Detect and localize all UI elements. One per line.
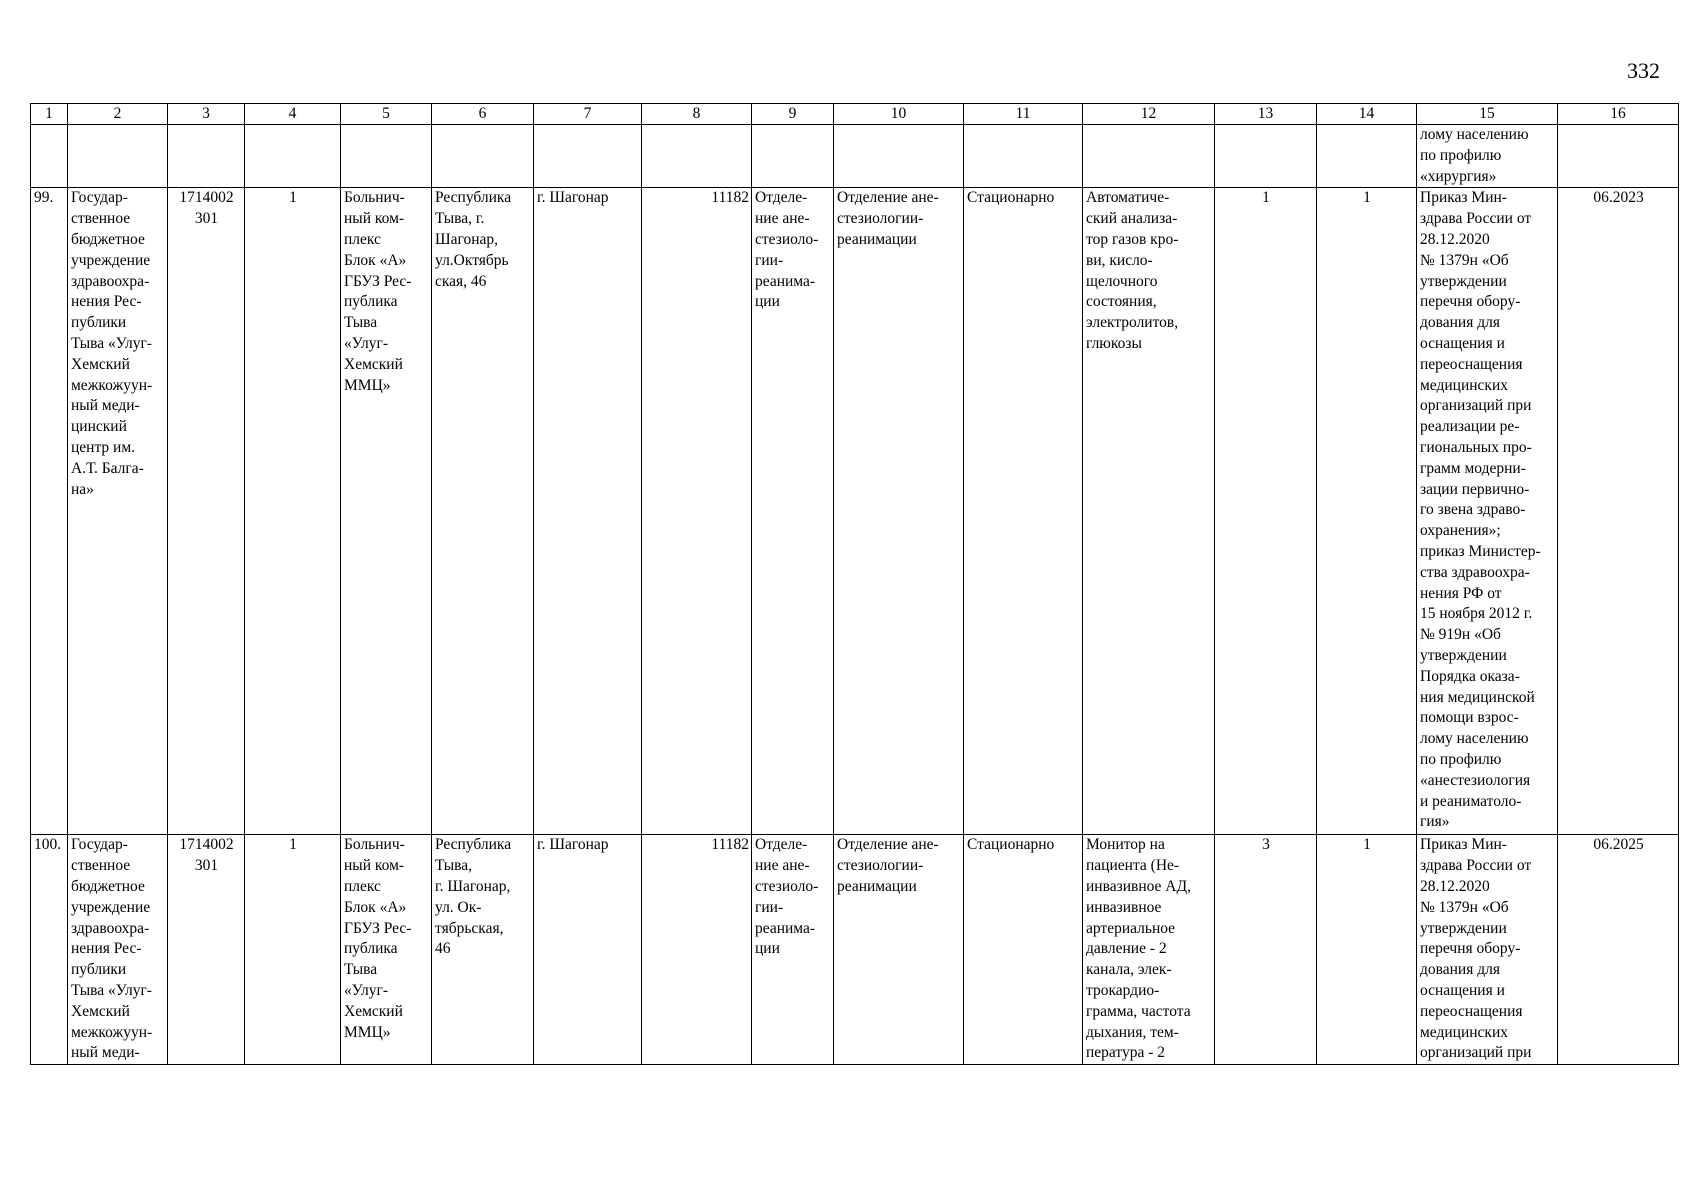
department-full-cell: Отделение ане- стезиологии- реанимации <box>834 188 964 835</box>
table-cell <box>341 125 432 188</box>
table-cell <box>1317 125 1417 188</box>
table-cell <box>752 125 834 188</box>
equipment-cell: Монитор на пациента (Не- инвазивное АД, инвазивное артериальное давление - 2 канала, элек- трокардио- грамма, частота дыхания, тем- пература - 2 <box>1083 835 1215 1065</box>
row-number: 99. <box>31 188 68 835</box>
code-cell: 1714002 301 <box>168 188 245 835</box>
table-cell <box>31 125 68 188</box>
column-number: 7 <box>534 104 642 125</box>
column-number: 6 <box>432 104 534 125</box>
table-cell <box>534 125 642 188</box>
table-cell <box>1215 125 1317 188</box>
col14-cell: 1 <box>1317 188 1417 835</box>
row-number: 100. <box>31 835 68 1065</box>
column-number: 15 <box>1417 104 1558 125</box>
code-cell: 1714002 301 <box>168 835 245 1065</box>
col14-cell: 1 <box>1317 835 1417 1065</box>
table-row <box>31 188 1679 835</box>
table-cell <box>1558 125 1679 188</box>
address-cell: Республика Тыва, г. Шагонар, ул. Ок- тябрьская, 46 <box>432 835 534 1065</box>
column-number: 4 <box>245 104 341 125</box>
quantity-cell: 3 <box>1215 835 1317 1065</box>
basis-cell: Приказ Мин- здрава России от 28.12.2020 № 1379н «Об утверждении перечня обору- дования для оснащения и переоснащения медицинских организаций при <box>1417 835 1558 1065</box>
column-number: 3 <box>168 104 245 125</box>
table-row <box>31 835 1679 1065</box>
table-cell <box>245 125 341 188</box>
organization-cell: Государ- ственное бюджетное учреждение здравоохра- нения Рес- публики Тыва «Улуг- Хемский межкожуун- ный меди- <box>68 835 168 1065</box>
col8-cell: 11182 <box>642 188 752 835</box>
column-number: 2 <box>68 104 168 125</box>
column-number: 9 <box>752 104 834 125</box>
table-cell <box>834 125 964 188</box>
date-cell: 06.2025 <box>1558 835 1679 1065</box>
quantity-cell: 1 <box>1215 188 1317 835</box>
building-cell: Больнич- ный ком- плекс Блок «А» ГБУЗ Рес- публика Тыва «Улуг- Хемский ММЦ» <box>341 188 432 835</box>
column-number: 13 <box>1215 104 1317 125</box>
col4-cell: 1 <box>245 835 341 1065</box>
col4-cell: 1 <box>245 188 341 835</box>
department-full-cell: Отделение ане- стезиологии- реанимации <box>834 835 964 1065</box>
table-cell <box>642 125 752 188</box>
column-number: 1 <box>31 104 68 125</box>
table-cell <box>964 125 1083 188</box>
care-form-cell: Стационарно <box>964 835 1083 1065</box>
col8-cell: 11182 <box>642 835 752 1065</box>
department-short-cell: Отделе- ние ане- стезиоло- гии- реанима- ции <box>752 188 834 835</box>
column-number: 5 <box>341 104 432 125</box>
building-cell: Больнич- ный ком- плекс Блок «А» ГБУЗ Рес- публика Тыва «Улуг- Хемский ММЦ» <box>341 835 432 1065</box>
column-number: 10 <box>834 104 964 125</box>
column-number: 11 <box>964 104 1083 125</box>
column-number: 8 <box>642 104 752 125</box>
equipment-table <box>30 103 1679 1065</box>
column-number: 12 <box>1083 104 1215 125</box>
department-short-cell: Отделе- ние ане- стезиоло- гии- реанима- ции <box>752 835 834 1065</box>
address-cell: Республика Тыва, г. Шагонар, ул.Октябрь ская, 46 <box>432 188 534 835</box>
care-form-cell: Стационарно <box>964 188 1083 835</box>
basis-cell: лому населению по профилю «хирургия» <box>1417 125 1558 188</box>
equipment-cell: Автоматиче- ский анализа- тор газов кро- ви, кисло- щелочного состояния, электролитов, глюкозы <box>1083 188 1215 835</box>
table-cell <box>168 125 245 188</box>
column-number: 16 <box>1558 104 1679 125</box>
table-cell <box>1083 125 1215 188</box>
page-number: 332 <box>1627 58 1660 83</box>
date-cell: 06.2023 <box>1558 188 1679 835</box>
column-number-row <box>31 104 1679 125</box>
continuation-row <box>31 125 1679 188</box>
organization-cell: Государ- ственное бюджетное учреждение здравоохра- нения Рес- публики Тыва «Улуг- Хемский межкожуун- ный меди- цинский центр им. А.Т. Балга- на» <box>68 188 168 835</box>
basis-cell: Приказ Мин- здрава России от 28.12.2020 № 1379н «Об утверждении перечня обору- дования для оснащения и переоснащения медицинских организаций при реализации ре- гиональных про- грамм модерни- зации первично- го звена здраво- охранения»; приказ Министер- ства здравоохра- нения РФ от 15 ноября 2012 г. № 919н «Об утверждении Порядка оказа- ния медицинской помощи взрос- лому населению по профилю «анестезиология и реаниматоло- гия» <box>1417 188 1558 835</box>
city-cell: г. Шагонар <box>534 835 642 1065</box>
column-number: 14 <box>1317 104 1417 125</box>
table-cell <box>68 125 168 188</box>
table-cell <box>432 125 534 188</box>
city-cell: г. Шагонар <box>534 188 642 835</box>
